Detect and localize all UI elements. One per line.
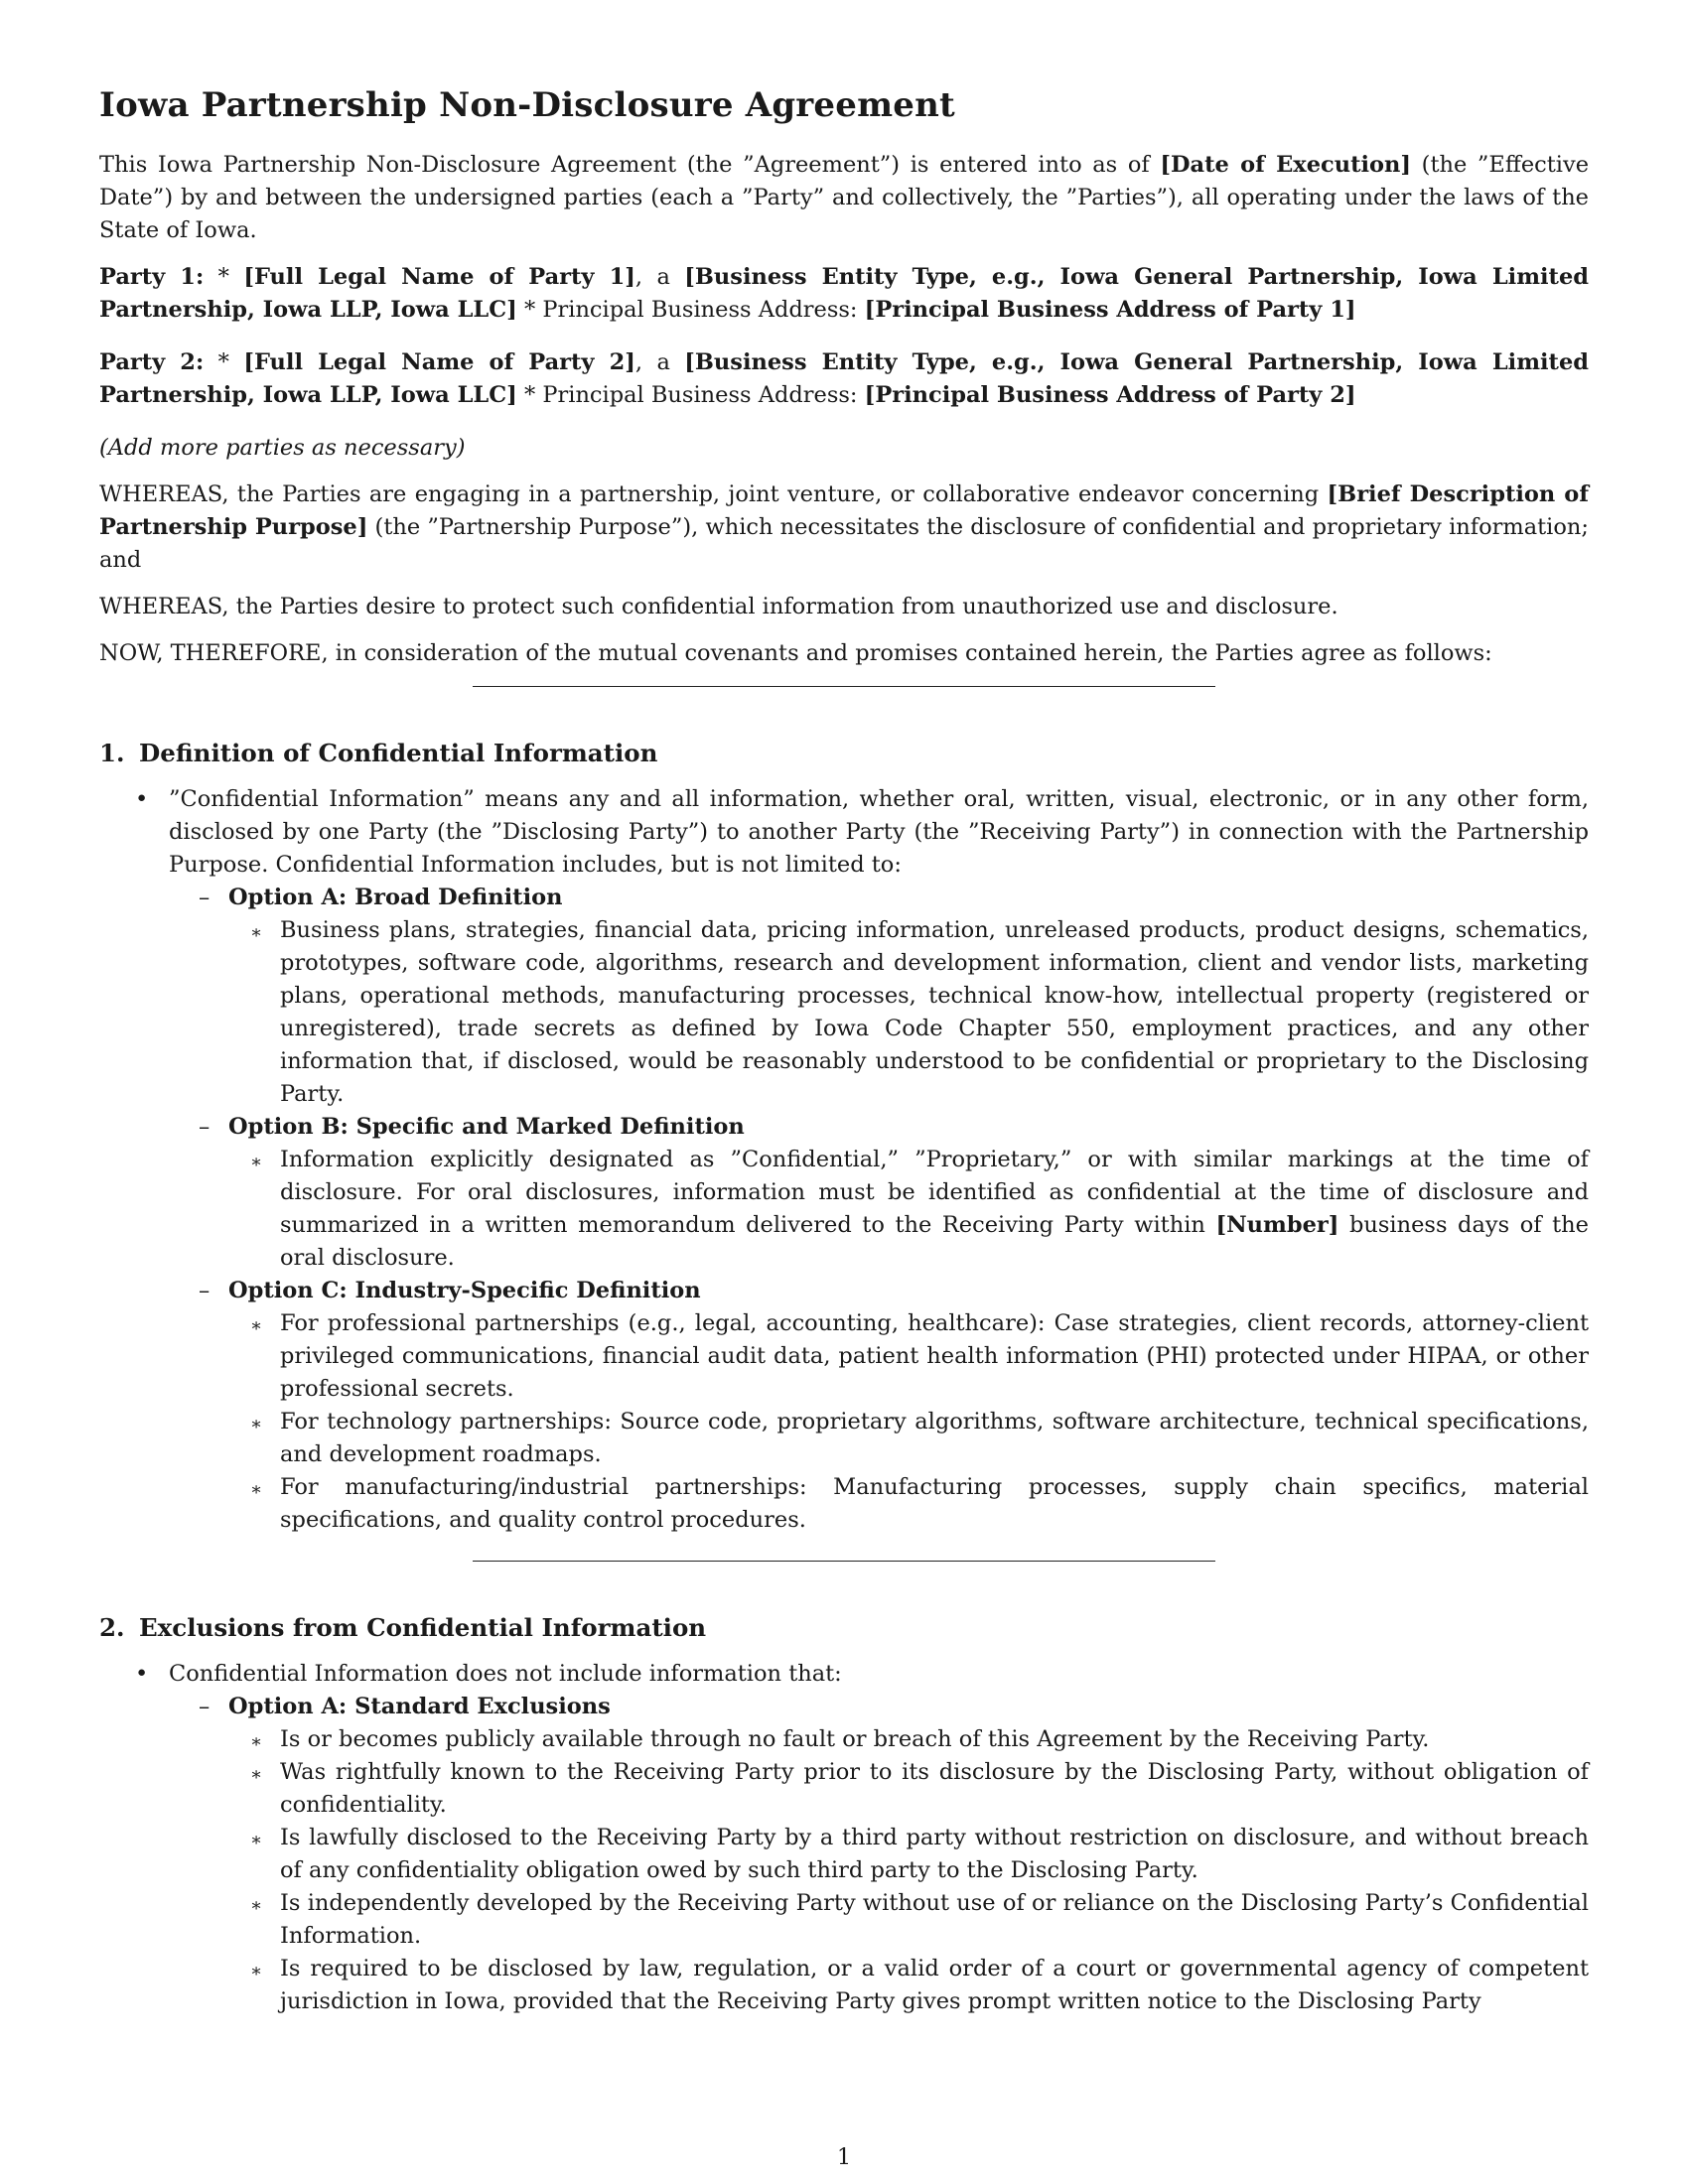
party-1-block: Party 1: * [Full Legal Name of Party 1], a [Business Entity Type, e.g., Iowa General Partnership, Iowa Limited Partnership, Iowa LLP, Iowa LLC] * Principal Business Address: [Principal Business Address of Party 1]	[99, 264, 1589, 323]
bullet-icon: •	[135, 1661, 149, 1687]
dash-icon: –	[199, 885, 211, 910]
list-item: ∗ For professional partnerships (e.g., legal, accounting, healthcare): Case strategies, client records, attorney-client privileged communications, financial audit data, patient health information (PHI) protected under HIPAA, or other professional secrets.	[250, 1310, 1589, 1402]
section-2-list	[99, 1658, 1589, 2018]
option-a-item: – Option A: Standard Exclusions ∗ Is or becomes publicly available through no fault or breach of this Agreement by the Receiving Party. ∗ Was rightfully known to the Receiving Party prior to its disclosure by the Disclosing Party, without obligation of confidentiality. ∗ Is lawfully disclosed to the Receiving Party by a third party without restriction on disclosure, and without breach of any confidentiality obligation owed by such third party to the Disclosing Party. ∗ Is independently developed by the Receiving Party without use of or reliance on the Disclosing Party’s Confidential Information. ∗ Is required to be disclosed by law, regulation, or a valid order of a court or governmental agency of competent jurisdiction in Iowa, provided that the Receiving Party gives prompt written notice to the Disclosing Party	[99, 1691, 1589, 2018]
whereas-paragraph-2: WHEREAS, the Parties desire to protect such confidential information from unauthorized use and disclosure.	[99, 594, 1338, 619]
asterisk-icon: ∗	[250, 1895, 263, 1916]
now-therefore-paragraph: NOW, THEREFORE, in consideration of the mutual covenants and promises contained herein, the Parties agree as follows:	[99, 640, 1492, 666]
add-more-note: (Add more parties as necessary)	[99, 435, 466, 461]
whereas-paragraph-1: WHEREAS, the Parties are engaging in a partnership, joint venture, or collaborative endeavor concerning [Brief Description of Partnership Purpose] (the ”Partnership Purpose”), which necessitates the disclosure of confidential and proprietary information; and	[99, 481, 1589, 573]
party-2-entity: [Business Entity Type, e.g., Iowa General Partnership, Iowa Limited Partnership, Iowa LLP, Iowa LLC]	[99, 349, 1589, 408]
list-item: ∗ Is required to be disclosed by law, regulation, or a valid order of a court or governmental agency of competent jurisdiction in Iowa, provided that the Receiving Party gives prompt written notice to the Disclosing Party	[250, 1956, 1589, 2014]
number-placeholder: [Number]	[1215, 1212, 1339, 1238]
list-item: • Confidential Information does not include information that: – Option A: Standard Exclusions ∗ Is or becomes publicly available through no fault or breach of this Agreement by the Receiving Party. ∗ Was rightfully known to the Receiving Party prior to its disclosure by the Disclosing Party, without obligation of confidentiality. ∗ Is lawfully disclosed to the Receiving Party by a third party without restriction on disclosure, and without breach of any confidentiality obligation owed by such third party to the Disclosing Party. ∗ Is independently developed by the Receiving Party without use of or reliance on the Disclosing Party’s Confidential Information. ∗ Is required to be disclosed by law, regulation, or a valid order of a court or governmental agency of competent jurisdiction in Iowa, provided that the Receiving Party gives prompt written notice to the Disclosing Party	[99, 1658, 1589, 2018]
party-2-address: [Principal Business Address of Party 2]	[864, 382, 1356, 408]
party-1-label: Party 1:	[99, 264, 205, 290]
party-2-block: Party 2: * [Full Legal Name of Party 2], a [Business Entity Type, e.g., Iowa General Partnership, Iowa Limited Partnership, Iowa LLP, Iowa LLC] * Principal Business Address: [Principal Business Address of Party 2]	[99, 349, 1589, 408]
section-divider	[473, 686, 1215, 687]
section-1-list	[99, 783, 1589, 1537]
list-item: ∗ For technology partnerships: Source code, proprietary algorithms, software architecture, technical specifications, and development roadmaps.	[250, 1409, 1589, 1467]
asterisk-icon: ∗	[250, 1731, 263, 1752]
date-placeholder: [Date of Execution]	[1160, 152, 1412, 178]
asterisk-icon: ∗	[250, 1414, 263, 1434]
list-item: ∗ Is or becomes publicly available through no fault or breach of this Agreement by the Receiving Party.	[99, 1723, 1589, 1756]
party-2-name: [Full Legal Name of Party 2]	[243, 349, 635, 375]
purpose-placeholder: [Brief Description of Partnership Purpose]	[99, 481, 1589, 540]
list-item: ∗ Is independently developed by the Receiving Party without use of or reliance on the Disclosing Party’s Confidential Information.	[250, 1890, 1589, 1949]
asterisk-icon: ∗	[250, 1315, 263, 1336]
asterisk-icon: ∗	[250, 922, 263, 943]
dash-icon: –	[199, 1694, 211, 1719]
asterisk-icon: ∗	[250, 1764, 263, 1785]
list-item: ∗ Was rightfully known to the Receiving Party prior to its disclosure by the Disclosing Party, without obligation of confidentiality.	[250, 1759, 1589, 1818]
section-divider	[473, 1561, 1215, 1562]
asterisk-icon: ∗	[250, 1961, 263, 1981]
asterisk-icon: ∗	[250, 1152, 263, 1172]
list-item: ∗ Is lawfully disclosed to the Receiving Party by a third party without restriction on disclosure, and without breach of any confidentiality obligation owed by such third party to the Disclosing Party.	[250, 1825, 1589, 1883]
list-item: ∗ Business plans, strategies, financial data, pricing information, unreleased products, product designs, schematics, prototypes, software code, algorithms, research and development information, client and vendor lists, marketing plans, operational methods, manufacturing processes, technical know-how, intellectual property (registered or unregistered), trade secrets as defined by Iowa Code Chapter 550, employment practices, and any other information that, if disclosed, would be reasonably understood to be confidential or proprietary to the Disclosing Party.	[250, 917, 1589, 1107]
asterisk-icon: ∗	[250, 1479, 263, 1500]
page-number: 1	[836, 2144, 852, 2170]
option-a-item: – Option A: Broad Definition ∗ Business plans, strategies, financial data, pricing information, unreleased products, product designs, schematics, prototypes, software code, algorithms, research and development information, client and vendor lists, marketing plans, operational methods, manufacturing processes, technical know-how, intellectual property (registered or unregistered), trade secrets as defined by Iowa Code Chapter 550, employment practices, and any other information that, if disclosed, would be reasonably understood to be confidential or proprietary to the Disclosing Party.	[99, 882, 1589, 1111]
section-1-heading: 1. Definition of Confidential Information	[99, 739, 658, 767]
party-1-entity: [Business Entity Type, e.g., Iowa General Partnership, Iowa Limited Partnership, Iowa LLP, Iowa LLC]	[99, 264, 1589, 323]
document-page	[99, 85, 1589, 2018]
intro-paragraph: This Iowa Partnership Non-Disclosure Agreement (the ”Agreement”) is entered into as of [Date of Execution] (the ”Effective Date”) by and between the undersigned parties (each a ”Party” and collectively, the ”Parties”), all operating under the laws of the State of Iowa.	[99, 152, 1590, 243]
party-1-address: [Principal Business Address of Party 1]	[864, 297, 1356, 323]
asterisk-icon: ∗	[250, 1830, 263, 1850]
dash-icon: –	[199, 1114, 211, 1140]
document-title: Iowa Partnership Non-Disclosure Agreement	[99, 85, 955, 125]
option-c-item: – Option C: Industry-Specific Definition ∗ For professional partnerships (e.g., legal, accounting, healthcare): Case strategies, client records, attorney-client privileged communications, financial audit data, patient health information (PHI) protected under HIPAA, or other professional secrets. ∗ For technology partnerships: Source code, proprietary algorithms, software architecture, technical specifications, and development roadmaps. ∗ For manufacturing/industrial partnerships: Manufacturing processes, supply chain specifics, material specifications, and quality control procedures.	[99, 1275, 1589, 1537]
party-2-label: Party 2:	[99, 349, 205, 375]
party-1-name: [Full Legal Name of Party 1]	[243, 264, 635, 290]
list-item: • ”Confidential Information” means any and all information, whether oral, written, visual, electronic, or in any other form, disclosed by one Party (the ”Disclosing Party”) to another Party (the ”Receiving Party”) in connection with the Partnership Purpose. Confidential Information includes, but is not limited to: – Option A: Broad Definition ∗ Business plans, strategies, financial data, pricing information, unreleased products, product designs, schematics, prototypes, software code, algorithms, research and development information, client and vendor lists, marketing plans, operational methods, manufacturing processes, technical know-how, intellectual property (registered or unregistered), trade secrets as defined by Iowa Code Chapter 550, employment practices, and any other information that, if disclosed, would be reasonably understood to be confidential or proprietary to the Disclosing Party. – Option B: Specific and Marked Definition ∗ Information explicitly designated as ”Confidential,” ”Proprietary,” or with similar markings at the time of disclosure. For oral disclosures, information must be identified as confidential at the time of disclosure and summarized in a written memorandum delivered to the Receiving Party within [Number] business days of the oral disclosure. – Option C: Industry-Specific Definition ∗ For professional partnerships (e.g., legal, accounting, healthcare): Case strategies, client records, attorney-client privileged communications, financial audit data, patient health information (PHI) protected under HIPAA, or other professional secrets. ∗ For technology partnerships: Source code, proprietary algorithms, software architecture, technical specifications, and development roadmaps. ∗ For manufacturing/industrial partnerships: Manufacturing processes, supply chain specifics, material specifications, and quality control procedures.	[99, 783, 1589, 1537]
option-b-item: – Option B: Specific and Marked Definition ∗ Information explicitly designated as ”Confidential,” ”Proprietary,” or with similar markings at the time of disclosure. For oral disclosures, information must be identified as confidential at the time of disclosure and summarized in a written memorandum delivered to the Receiving Party within [Number] business days of the oral disclosure.	[99, 1111, 1589, 1275]
section-2-heading: 2. Exclusions from Confidential Information	[99, 1613, 707, 1642]
bullet-icon: •	[135, 786, 149, 812]
list-item: ∗ Information explicitly designated as ”Confidential,” ”Proprietary,” or with similar markings at the time of disclosure. For oral disclosures, information must be identified as confidential at the time of disclosure and summarized in a written memorandum delivered to the Receiving Party within [Number] business days of the oral disclosure.	[250, 1147, 1589, 1271]
list-item: ∗ For manufacturing/industrial partnerships: Manufacturing processes, supply chain specifics, material specifications, and quality control procedures.	[250, 1474, 1589, 1533]
dash-icon: –	[199, 1278, 211, 1303]
